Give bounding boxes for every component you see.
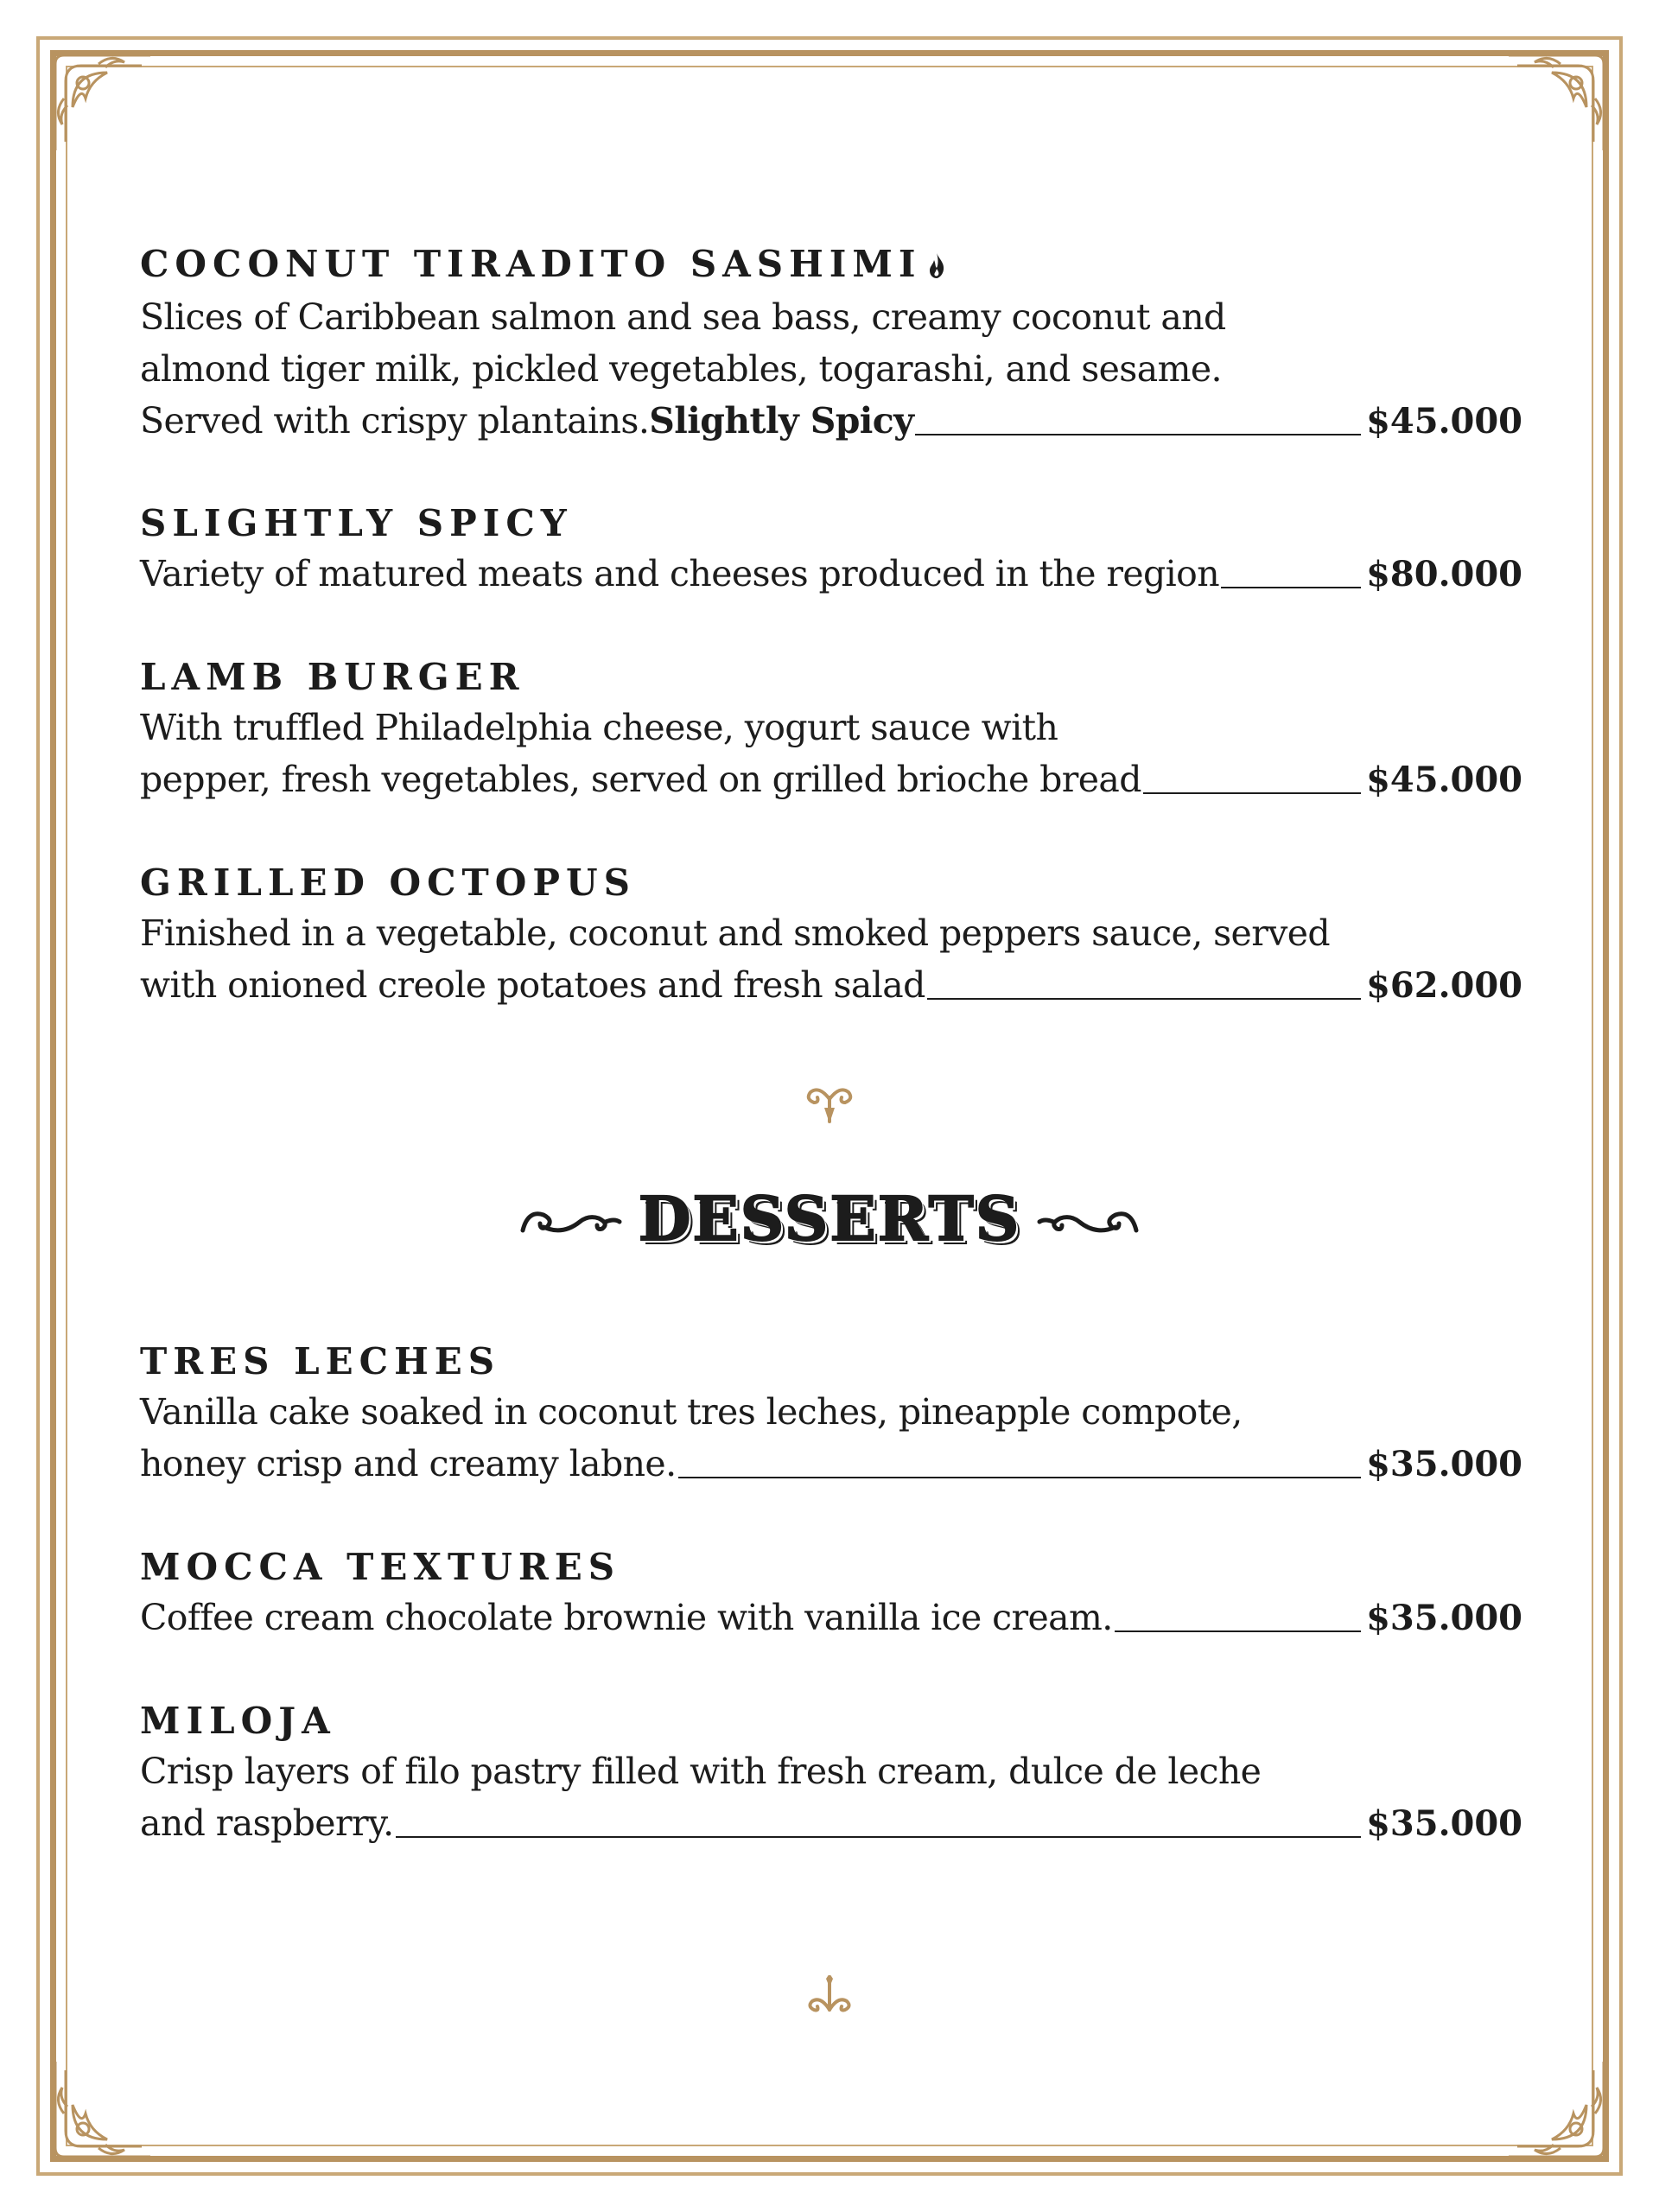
item-name: MILOJA bbox=[140, 1700, 336, 1742]
item-description: Slices of Caribbean salmon and sea bass, creamy coconut and bbox=[140, 296, 1226, 338]
price-leader bbox=[927, 998, 1361, 1000]
price-leader bbox=[678, 1477, 1362, 1478]
fleuron-ornament-icon bbox=[804, 1082, 855, 1130]
item-price: $35.000 bbox=[1366, 1598, 1522, 1638]
price-leader bbox=[915, 434, 1361, 435]
item-description: with onioned creole potatoes and fresh salad bbox=[140, 964, 925, 1006]
menu-item bbox=[140, 499, 1522, 601]
item-description: Vanilla cake soaked in coconut tres leches, pineapple compote, bbox=[140, 1391, 1243, 1433]
bottom-fleuron-ornament-icon bbox=[804, 1975, 855, 2022]
price-leader bbox=[1115, 1630, 1361, 1632]
corner-ornament-icon bbox=[47, 2053, 159, 2165]
item-description: Served with crispy plantains. bbox=[140, 400, 650, 442]
menu-item bbox=[140, 240, 1522, 448]
item-description: Variety of matured meats and cheeses produced in the region bbox=[140, 553, 1220, 594]
item-price: $62.000 bbox=[1366, 965, 1522, 1006]
section-title: DESSERTS bbox=[638, 1182, 1021, 1255]
price-leader bbox=[1143, 792, 1361, 794]
price-leader bbox=[1221, 587, 1361, 588]
item-description: honey crisp and creamy labne. bbox=[140, 1443, 677, 1484]
price-leader bbox=[396, 1836, 1362, 1838]
corner-ornament-icon bbox=[47, 47, 159, 159]
item-name: LAMB BURGER bbox=[140, 656, 525, 698]
item-description: almond tiger milk, pickled vegetables, togarashi, and sesame. bbox=[140, 348, 1222, 390]
item-description: Crisp layers of filo pastry filled with fresh cream, dulce de leche bbox=[140, 1751, 1262, 1792]
section-header-desserts bbox=[0, 1175, 1659, 1262]
item-description: Coffee cream chocolate brownie with vanilla ice cream. bbox=[140, 1597, 1113, 1638]
item-price: $45.000 bbox=[1366, 401, 1522, 442]
item-price: $80.000 bbox=[1366, 554, 1522, 594]
item-price: $45.000 bbox=[1366, 760, 1522, 800]
item-name: MOCCA TEXTURES bbox=[140, 1546, 621, 1588]
item-description: and raspberry. bbox=[140, 1802, 394, 1844]
menu-item bbox=[140, 1543, 1522, 1644]
item-name: GRILLED OCTOPUS bbox=[140, 861, 636, 904]
item-name: COCONUT TIRADITO SASHIMI bbox=[140, 243, 922, 285]
item-name: SLIGHTLY SPICY bbox=[140, 502, 573, 544]
corner-ornament-icon bbox=[1500, 47, 1612, 159]
item-description: pepper, fresh vegetables, served on grilled brioche bread bbox=[140, 759, 1141, 800]
right-swirl-ornament-icon bbox=[1036, 1192, 1140, 1244]
spicy-label: Slightly Spicy bbox=[649, 400, 914, 442]
item-description: With truffled Philadelphia cheese, yogurt sauce with bbox=[140, 707, 1058, 748]
item-name: TRES LECHES bbox=[140, 1340, 501, 1382]
item-description: Finished in a vegetable, coconut and smoked peppers sauce, served bbox=[140, 912, 1331, 954]
left-swirl-ornament-icon bbox=[519, 1192, 623, 1244]
menu-item bbox=[140, 1338, 1522, 1491]
item-price: $35.000 bbox=[1366, 1444, 1522, 1484]
menu-item bbox=[140, 653, 1522, 806]
flame-icon bbox=[927, 243, 946, 291]
menu-item bbox=[140, 859, 1522, 1012]
corner-ornament-icon bbox=[1500, 2053, 1612, 2165]
item-price: $35.000 bbox=[1366, 1803, 1522, 1844]
menu-item bbox=[140, 1697, 1522, 1850]
